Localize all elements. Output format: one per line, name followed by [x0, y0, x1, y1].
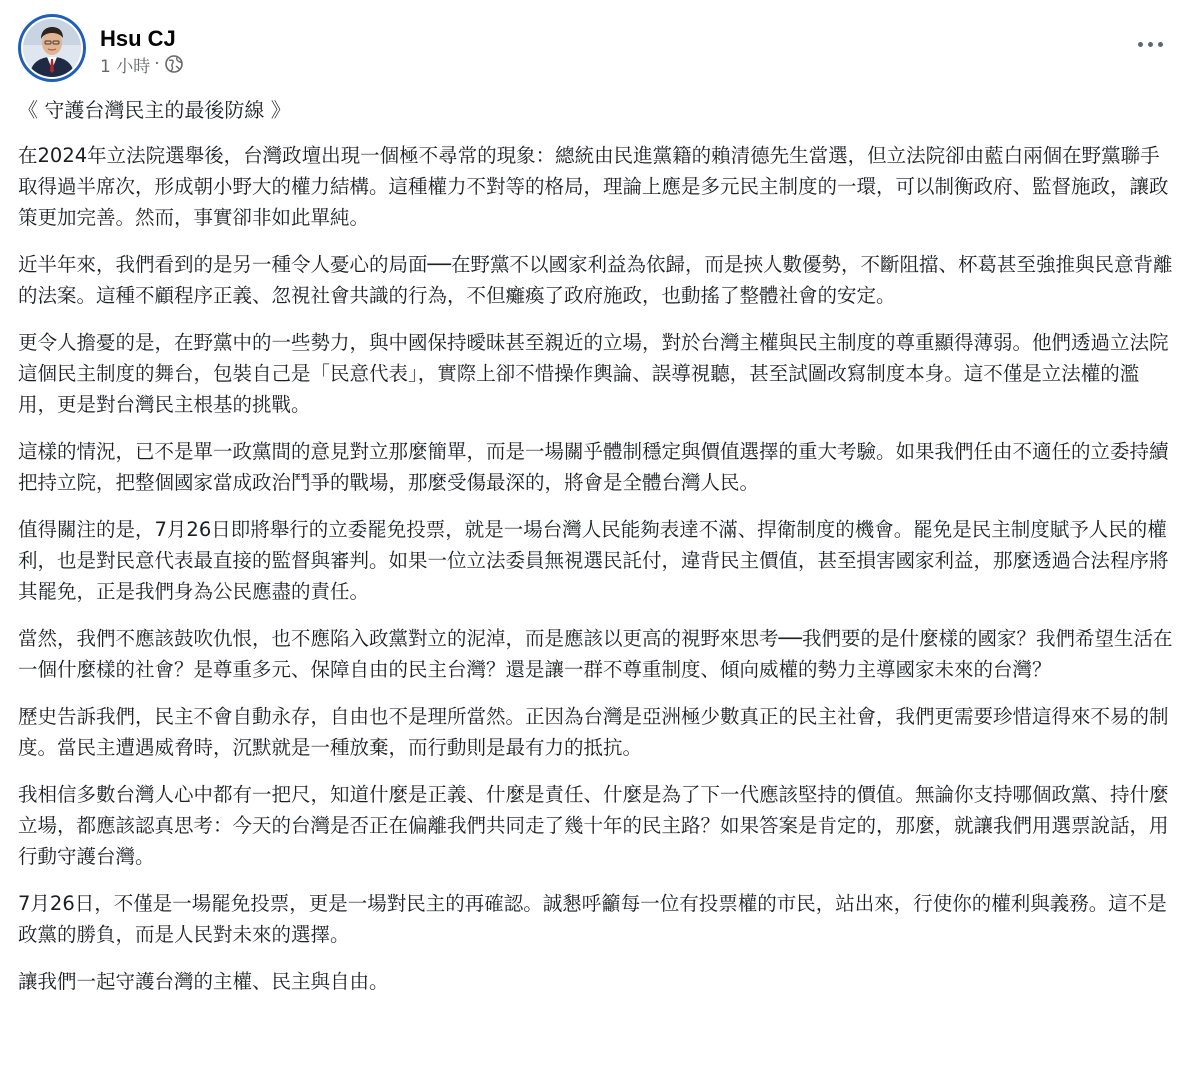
author-name[interactable]: Hsu CJ — [100, 26, 176, 51]
avatar-photo — [21, 17, 83, 79]
paragraph: 更令人擔憂的是，在野黨中的一些勢力，與中國保持曖昧甚至親近的立場，對於台灣主權與民主制度的尊重顯得薄弱。他們透過立法院這個民主制度的舞台，包裝自己是「民意代表」，實際上卻不惜操作輿論、誤導視聽，甚至試圖改寫制度本身。這不僅是立法權的濫用，更是對台灣民主根基的挑戰。 — [18, 331, 1169, 416]
paragraph: 值得關注的是，7月26日即將舉行的立委罷免投票，就是一場台灣人民能夠表達不滿、捍衛制度的機會。罷免是民主制度賦予人民的權利，也是對民意代表最直接的監督與審判。如果一位立法委員無視選民託付，違背民主價值，甚至損害國家利益，那麼透過合法程序將其罷免，正是我們身為公民應盡的責任。 — [18, 518, 1169, 603]
paragraph: 當然，我們不應該鼓吹仇恨，也不應陷入政黨對立的泥淖，而是應該以更高的視野來思考──我們要的是什麼樣的國家？我們希望生活在一個什麼樣的社會？是尊重多元、保障自由的民主台灣？還是讓一群不尊重制度、傾向威權的勢力主導國家未來的台灣？ — [18, 627, 1173, 681]
post-title: 《 守護台灣民主的最後防線 》 — [18, 98, 291, 122]
post-header — [18, 14, 1182, 84]
globe-icon[interactable] — [164, 54, 184, 74]
post-meta — [100, 52, 184, 76]
post-timestamp[interactable]: 1 小時 — [100, 56, 151, 77]
paragraph: 歷史告訴我們，民主不會自動永存，自由也不是理所當然。正因為台灣是亞洲極少數真正的民主社會，我們更需要珍惜這得來不易的制度。當民主遭遇威脅時，沉默就是一種放棄，而行動則是最有力的抵抗。 — [18, 705, 1169, 759]
more-options-icon[interactable] — [1130, 30, 1170, 58]
avatar[interactable] — [18, 14, 86, 82]
paragraph: 我相信多數台灣人心中都有一把尺，知道什麼是正義、什麼是責任、什麼是為了下一代應該堅持的價值。無論你支持哪個政黨、持什麼立場，都應該認真思考：今天的台灣是否正在偏離我們共同走了幾十年的民主路？如果答案是肯定的，那麼，就讓我們用選票說話，用行動守護台灣。 — [18, 783, 1169, 868]
paragraph: 近半年來，我們看到的是另一種令人憂心的局面──在野黨不以國家利益為依歸，而是挾人數優勢，不斷阻擋、杯葛甚至強推與民意背離的法案。這種不顧程序正義、忽視社會共識的行為，不但癱瘓了政府施政，也動搖了整體社會的安定。 — [18, 253, 1173, 307]
post-body — [18, 94, 1178, 1013]
paragraph: 7月26日，不僅是一場罷免投票，更是一場對民主的再確認。誠懇呼籲每一位有投票權的市民，站出來，行使你的權利與義務。這不是政黨的勝負，而是人民對未來的選擇。 — [18, 892, 1167, 946]
profile-portrait-icon — [23, 19, 81, 77]
paragraph: 這樣的情況，已不是單一政黨間的意見對立那麼簡單，而是一場關乎體制穩定與價值選擇的重大考驗。如果我們任由不適任的立委持續把持立院，把整個國家當成政治鬥爭的戰場，那麼受傷最深的，將會是全體台灣人民。 — [18, 440, 1169, 494]
paragraph: 在2024年立法院選舉後，台灣政壇出現一個極不尋常的現象：總統由民進黨籍的賴清德先生當選，但立法院卻由藍白兩個在野黨聯手取得過半席次，形成朝小野大的權力結構。這種權力不對等的格局，理論上應是多元民主制度的一環，可以制衡政府、監督施政，讓政策更加完善。然而，事實卻非如此單純。 — [18, 144, 1169, 229]
paragraph: 讓我們一起守護台灣的主權、民主與自由。 — [18, 970, 389, 993]
meta-separator: · — [154, 54, 160, 74]
